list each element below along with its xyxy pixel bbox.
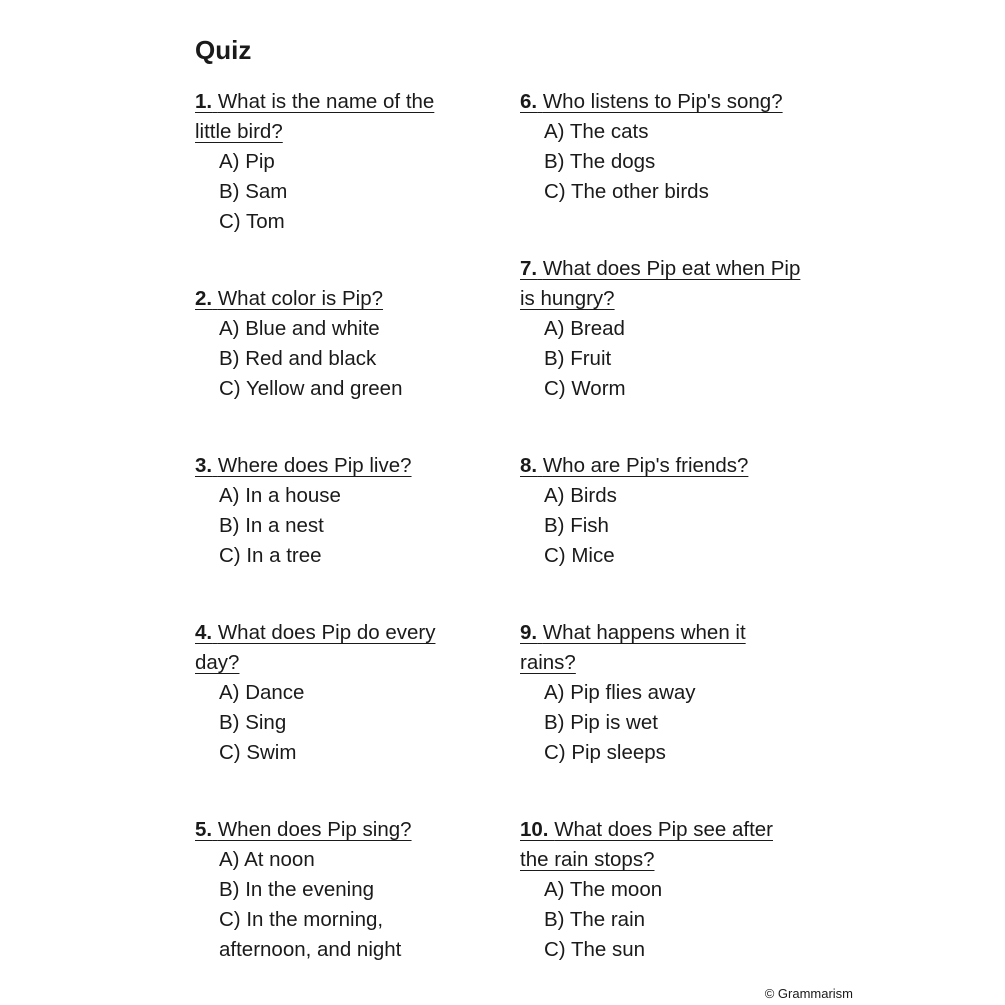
question-text (520, 815, 840, 845)
question-text (520, 284, 840, 314)
question-text (520, 87, 840, 117)
answer-option: A) Dance (219, 681, 305, 704)
answer-option: afternoon, and night (219, 938, 402, 961)
question-1 (195, 87, 515, 237)
answer-option: B) Sing (219, 711, 287, 734)
question-5 (195, 815, 515, 965)
question-text-line: What color is Pip? (217, 287, 384, 310)
answer-option: C) Mice (544, 544, 615, 567)
answer-option: C) Worm (544, 377, 626, 400)
answer-option: C) In a tree (219, 544, 322, 567)
answer-option: B) Fish (544, 514, 609, 537)
question-text (520, 618, 840, 648)
question-number: 5. (195, 818, 213, 841)
question-10 (520, 815, 840, 965)
question-4 (195, 618, 515, 768)
question-text-line: rains? (520, 651, 576, 674)
question-7 (520, 254, 840, 404)
question-text-line: What does Pip do every (217, 621, 436, 644)
answer-option: C) Pip sleeps (544, 741, 666, 764)
question-text (520, 845, 840, 875)
answer-option: B) Sam (219, 180, 288, 203)
answer-option: A) The moon (544, 878, 663, 901)
question-text-line: What is the name of the (217, 90, 435, 113)
question-text-line: day? (195, 651, 240, 674)
question-6 (520, 87, 840, 207)
answer-option: C) Tom (219, 210, 285, 233)
question-number: 3. (195, 454, 213, 477)
question-8 (520, 451, 840, 571)
question-number: 7. (520, 257, 538, 280)
answer-option: C) Swim (219, 741, 297, 764)
answer-option: A) Blue and white (219, 317, 380, 340)
question-text (195, 284, 515, 314)
question-number: 9. (520, 621, 538, 644)
answer-option: A) The cats (544, 120, 649, 143)
question-text (520, 648, 840, 678)
question-2 (195, 284, 515, 404)
answer-option: B) Red and black (219, 347, 377, 370)
question-number: 8. (520, 454, 538, 477)
question-text-line: is hungry? (520, 287, 615, 310)
question-text (195, 815, 515, 845)
question-9 (520, 618, 840, 768)
answer-option: C) The sun (544, 938, 646, 961)
answer-option: B) The dogs (544, 150, 656, 173)
question-text-line: Who listens to Pip's song? (542, 90, 783, 113)
question-text (195, 451, 515, 481)
answer-option: B) Pip is wet (544, 711, 658, 734)
answer-option: A) Pip (219, 150, 275, 173)
answer-option: C) The other birds (544, 180, 709, 203)
question-number: 1. (195, 90, 213, 113)
question-text-line: little bird? (195, 120, 283, 143)
question-number: 6. (520, 90, 538, 113)
question-text (195, 87, 515, 117)
question-text (195, 117, 515, 147)
question-text-line: Who are Pip's friends? (542, 454, 749, 477)
answer-option: A) Birds (544, 484, 617, 507)
question-text (520, 451, 840, 481)
question-number: 10. (520, 818, 549, 841)
answer-option: B) The rain (544, 908, 646, 931)
question-text-line: Where does Pip live? (217, 454, 412, 477)
answer-option: A) In a house (219, 484, 341, 507)
answer-option: B) In a nest (219, 514, 324, 537)
question-text-line: What does Pip see after (554, 818, 773, 841)
copyright-footer: © Grammarism (764, 986, 853, 1001)
question-text (195, 648, 515, 678)
question-number: 2. (195, 287, 213, 310)
answer-option: B) In the evening (219, 878, 374, 901)
answer-option: C) In the morning, (219, 908, 384, 931)
answer-option: A) Pip flies away (544, 681, 696, 704)
answer-option: C) Yellow and green (219, 377, 403, 400)
answer-option: A) At noon (219, 848, 315, 871)
question-text (520, 254, 840, 284)
question-3 (195, 451, 515, 571)
answer-option: B) Fruit (544, 347, 612, 370)
question-number: 4. (195, 621, 213, 644)
question-text-line: What happens when it (542, 621, 746, 644)
answer-option: A) Bread (544, 317, 625, 340)
question-text-line: What does Pip eat when Pip (542, 257, 801, 280)
question-text-line: When does Pip sing? (217, 818, 412, 841)
question-text-line: the rain stops? (520, 848, 655, 871)
question-text (195, 618, 515, 648)
quiz-title: Quiz (195, 35, 252, 65)
